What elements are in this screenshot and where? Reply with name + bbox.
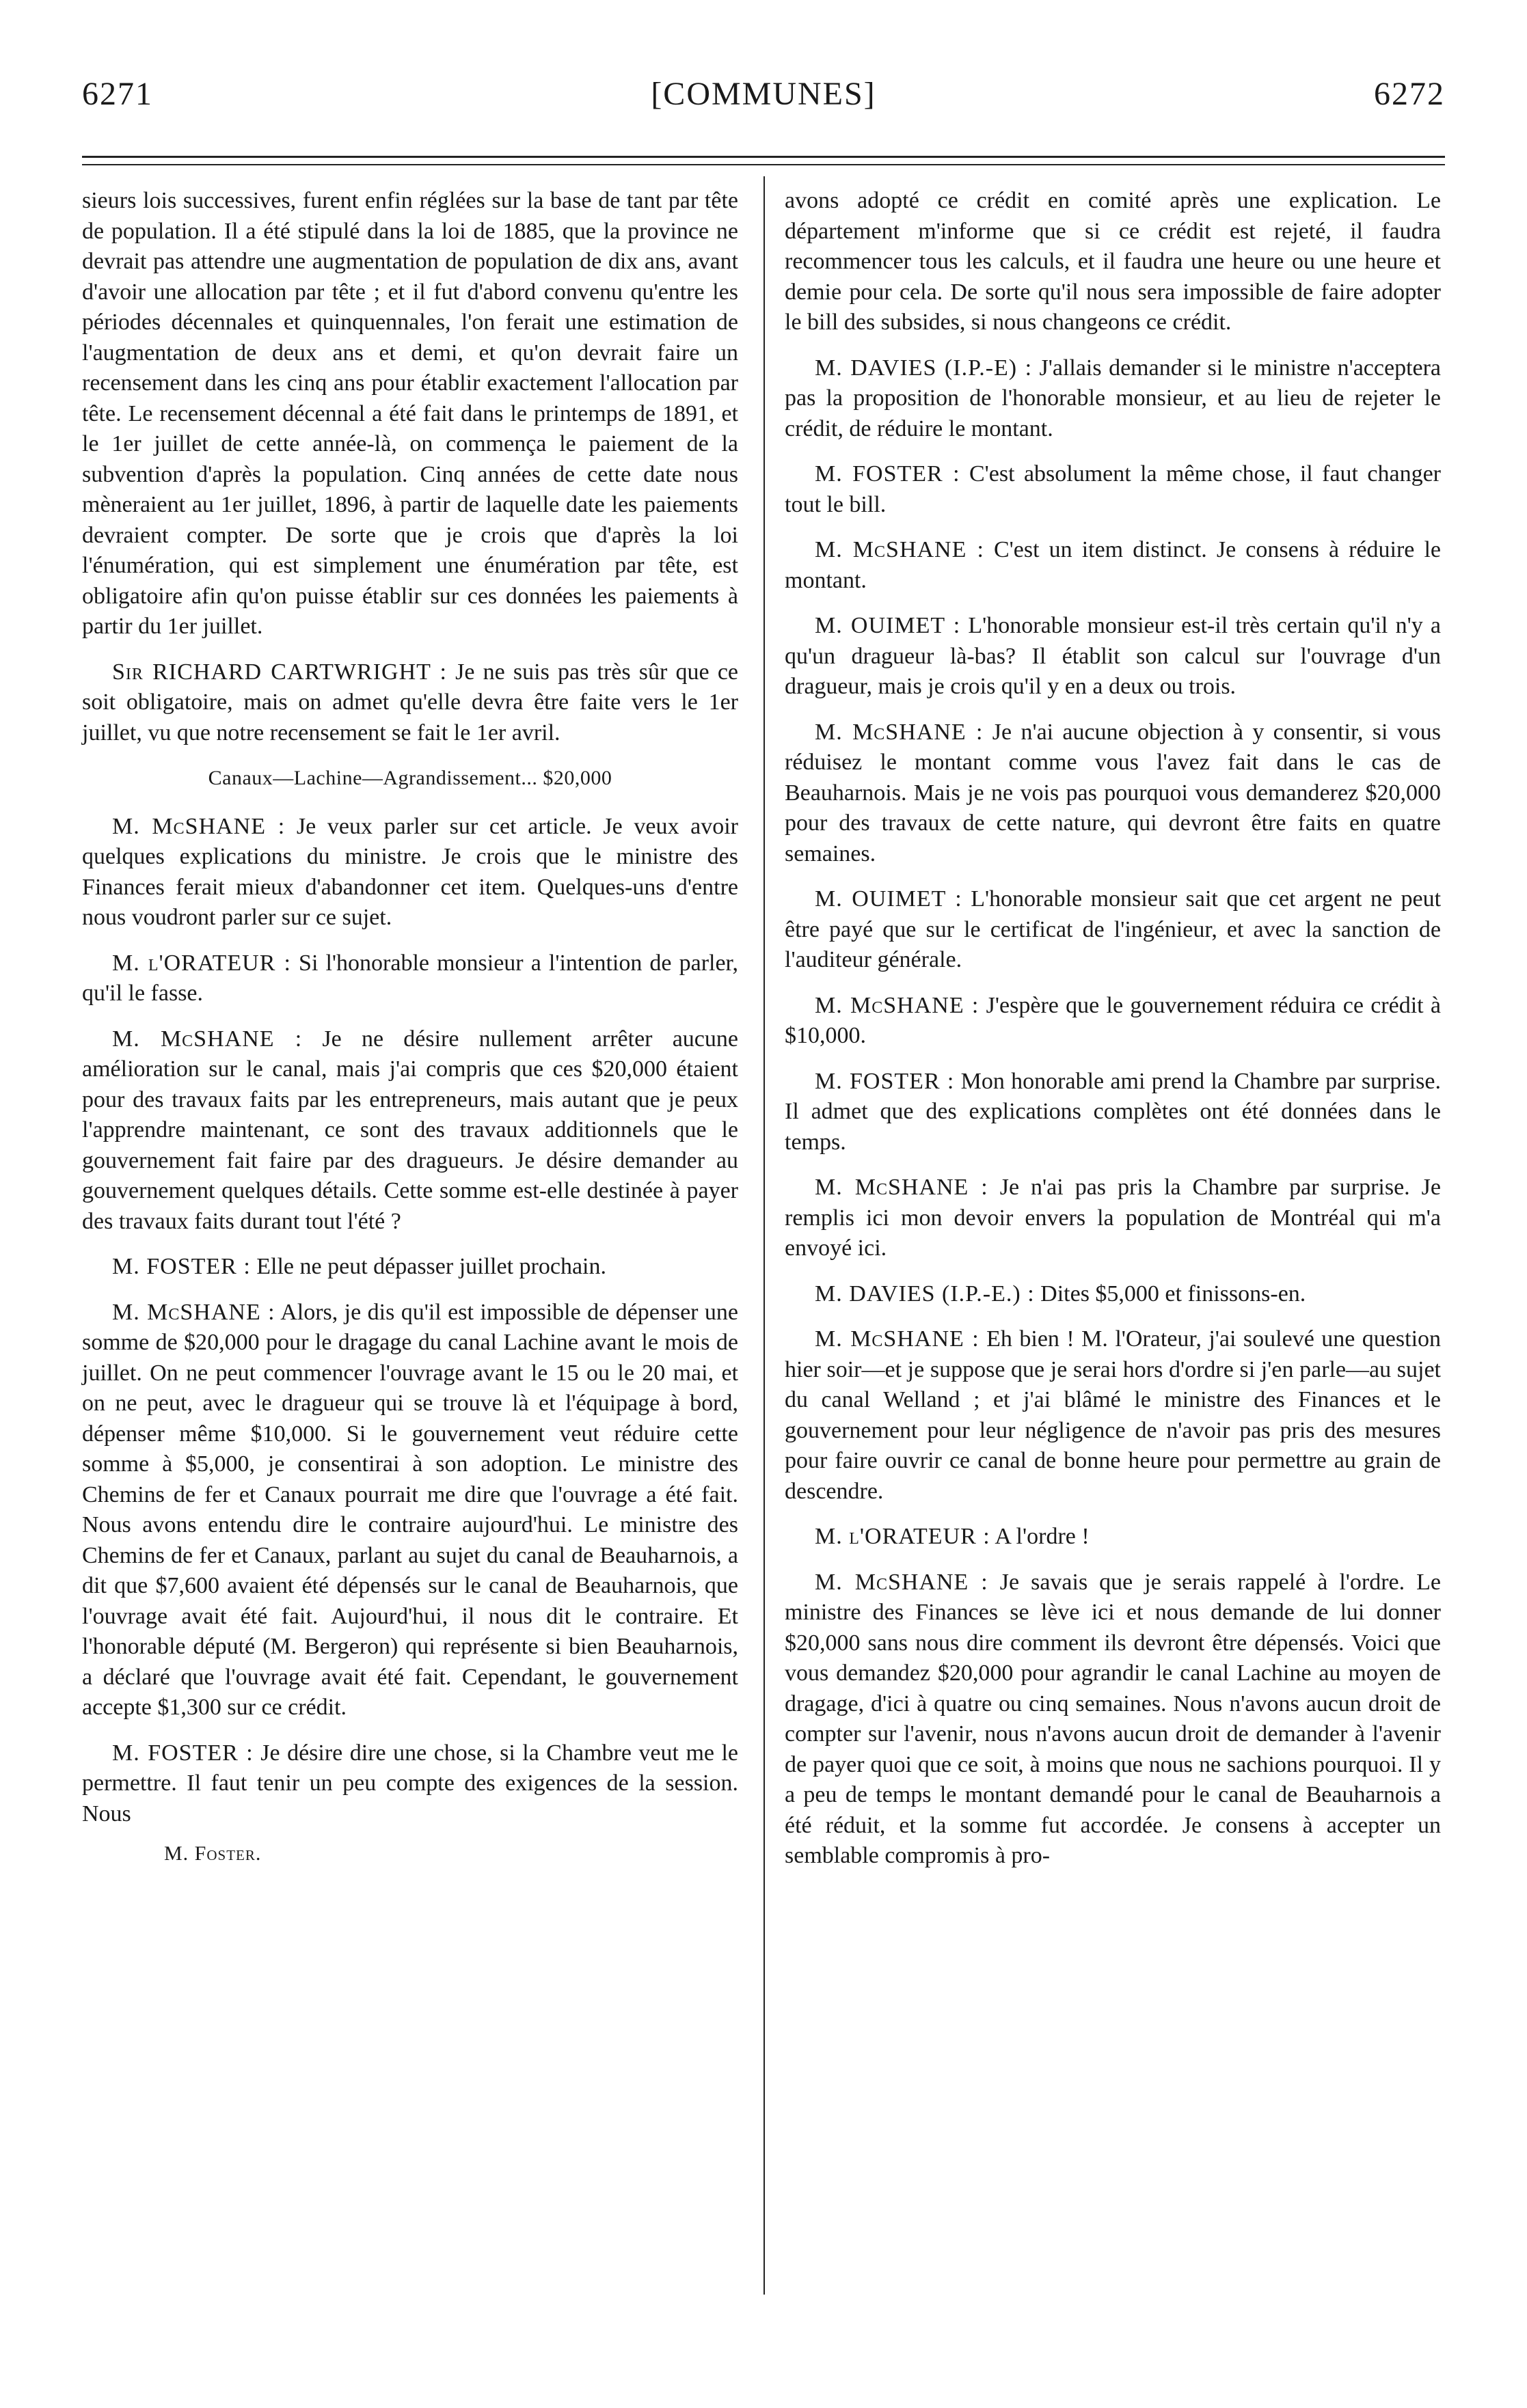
section-title: [COMMUNES] [651, 76, 876, 112]
left-column [82, 186, 738, 1885]
paragraph-text: L'honorable monsieur est-il très certain qu'il n'y a qu'un dragueur là-bas? Il établit son calcul sur l'ouvrage d'un dragueur, mais je crois qu'il y en a deux ou trois. [785, 613, 1442, 699]
speaker-name: M. McSHANE : [815, 1326, 979, 1352]
paragraph [785, 1568, 1441, 1872]
header-rule-top [82, 156, 1445, 158]
paragraph [785, 535, 1441, 596]
paragraph-text: Je n'ai pas pris la Chambre par surprise. Je remplis ici mon devoir envers la population de Montréal qui m'a envoyé ici. [785, 1175, 1441, 1261]
paragraph [82, 1024, 738, 1237]
paragraph-text: J'espère que le gouvernement réduira ce crédit à $10,000. [785, 992, 1442, 1048]
paragraph-text: Mon honorable ami prend la Chambre par surprise. Il admet que des explications complètes ont été données dans le temps. [785, 1068, 1442, 1155]
paragraph-text: Si l'honorable monsieur a l'intention de parler, qu'il le fasse. [82, 950, 739, 1006]
speaker-name: M. DAVIES (I.P.-E) : [815, 355, 1033, 381]
page-number-left: 6271 [82, 76, 153, 112]
right-column [785, 186, 1441, 1887]
speaker-name: M. McSHANE : [112, 813, 286, 839]
speaker-name: M. McSHANE : [815, 537, 984, 562]
paragraph [785, 1324, 1441, 1507]
paragraph [785, 611, 1441, 702]
paragraph-text: J'allais demander si le ministre n'acceptera pas la proposition de l'honorable monsieur, et au lieu de rejeter le crédit, de réduire le montant. [785, 355, 1442, 441]
paragraph [82, 1298, 738, 1723]
paragraph-text: Alors, je dis qu'il est impossible de dépenser une somme de $20,000 pour le dragage du canal Lachine avant le mois de juillet. On ne peut commencer l'ouvrage avant le 15 ou le 20 mai, et on ne peut, avec le dragueur qui se trouve là et l'équipage à bord, dépenser même $10,000. Si le gouvernement veut réduire cette somme à $5,000, je consentirai à son adoption. Le ministre des Chemins de fer et Canaux pourrait me dire que l'ouvrage a été fait. Nous avons entendu dire le contraire aujourd'hui. Le ministre des Chemins de fer et Canaux, parlant au sujet du canal de Beauharnois, a dit que $7,600 avaient été dépensés sur le canal de Beauharnois, que l'ouvrage avait été fait. Aujourd'hui, il nous dit le contraire. Et l'honorable député (M. Bergeron) qui représente si bien Beauharnois, a déclaré que l'ouvrage avait été fait. Cependant, le gouvernement accepte $1,300 sur ce crédit. [82, 1299, 739, 1720]
paragraph [785, 884, 1441, 976]
speaker-name: M. OUIMET : [815, 886, 962, 912]
speaker-name: M. FOSTER : [815, 461, 960, 487]
paragraph-text: Je savais que je serais rappelé à l'ordre. Le ministre des Finances se lève ici et nous demande de lui donner $20,000 sans nous dire comment ils devront être dépensés. Voici que vous demandez $20,000 pour agrandir le canal Lachine au moyen de dragage, d'ici à quatre ou cinq semaines. Nous n'avons aucun droit de compter sur l'avenir, nous n'avons aucun droit de demander à l'avenir de payer quoi que ce soit, à moins que nous ne sachions pourquoi. Il y a peu de temps le montant demandé pour le canal de Beauharnois a été réduit, et la somme fut accordée. Je consens à accepter un semblable compromis à pro- [785, 1569, 1441, 1868]
paragraph-text: Elle ne peut dépasser juillet prochain. [256, 1254, 606, 1279]
paragraph-text: L'honorable monsieur sait que cet argent ne peut être payé que sur le certificat de l'ingénieur, et avec la sanction de l'auditeur générale. [785, 886, 1442, 972]
paragraph [785, 717, 1441, 870]
paragraph-text: Je veux parler sur cet article. Je veux avoir quelques explications du ministre. Je crois que le ministre des Finances ferait mieux d'abandonner cet item. Quelques-uns d'entre nous voudront parler sur ce sujet. [82, 813, 739, 930]
paragraph [785, 1067, 1441, 1158]
paragraph [82, 948, 738, 1009]
page-number-right: 6272 [1374, 76, 1445, 112]
paragraph [82, 812, 738, 933]
paragraph-text: C'est un item distinct. Je consens à réduire le montant. [785, 537, 1442, 593]
paragraph-text: avons adopté ce crédit en comité après une explication. Le département m'informe que si ce crédit est rejeté, il faudra recommencer tous les calculs, et il faudra une heure ou une heure et demie pour cela. De sorte qu'il nous sera impossible de faire adopter le bill des subsides, si nous changeons ce crédit. [785, 188, 1441, 335]
speaker-name: M. McSHANE : [815, 1569, 988, 1595]
paragraph [82, 1738, 738, 1830]
paragraph [82, 186, 738, 642]
speaker-name: M. l'ORATEUR : [112, 950, 291, 976]
speaker-signature: M. Foster. [164, 1842, 262, 1865]
page-header [82, 75, 1445, 130]
paragraph [785, 459, 1441, 520]
paragraph [82, 1252, 738, 1283]
paragraph [82, 657, 738, 749]
paragraph [785, 991, 1441, 1052]
speaker-name: M. FOSTER : [112, 1740, 254, 1766]
speaker-name: M. McSHANE : [815, 719, 984, 745]
speaker-name: Sir RICHARD CARTWRIGHT : [112, 659, 447, 685]
paragraph-text: Je ne suis pas très sûr que ce soit obligatoire, mais on admet qu'elle devra être faite vers le 1er juillet, vu que notre recensement se fait le 1er avril. [82, 659, 738, 745]
speaker-name: M. DAVIES (I.P.-E.) : [815, 1281, 1035, 1306]
speaker-name: M. McSHANE : [815, 992, 979, 1018]
speaker-name: M. l'ORATEUR : [815, 1524, 990, 1549]
speaker-name: M. McSHANE : [815, 1175, 988, 1200]
paragraph [785, 1173, 1441, 1264]
paragraph-text: C'est absolument la même chose, il faut changer tout le bill. [785, 461, 1442, 517]
column-divider [764, 176, 765, 2295]
speaker-name: M. FOSTER : [112, 1254, 251, 1279]
paragraph-text: Dites $5,000 et finissons-en. [1040, 1281, 1306, 1306]
speaker-name: M. OUIMET : [815, 613, 961, 638]
paragraph-text: sieurs lois successives, furent enfin réglées sur la base de tant par tête de population. Il a été stipulé dans la loi de 1885, que la province ne devrait pas attendre une augmentation de population de dix ans, avant d'avoir une allocation par tête ; et il fut d'abord convenu qu'entre les périodes décennales et quinquennales, l'on ferait une estimation de l'augmentation de deux ans et demi, et qu'on devrait faire un recensement dans les cinq ans pour établir exactement l'allocation par tête. Le recensement décennal a été fait dans le printemps de 1891, et le 1er juillet de cette année-là, on commença le paiement de la subvention d'après la population. Cinq années de cette date nous mèneraient au 1er juillet, 1896, à partir de laquelle date les paiements devraient compter. De sorte que je crois que d'après la loi l'énumération, qui est simplement une énumération par tête, est obligatoire afin qu'on puisse établir sur ces données les paiements à partir du 1er juillet. [82, 188, 738, 639]
paragraph [785, 186, 1441, 338]
speaker-name: M. McSHANE : [112, 1026, 303, 1052]
paragraph-text: Je désire dire une chose, si la Chambre veut me le permettre. Il faut tenir un peu compte des exigences de la session. Nous [82, 1740, 739, 1826]
paragraph-text: Eh bien ! M. l'Orateur, j'ai soulevé une question hier soir—et je suppose que je serai hors d'ordre si j'en parle—au sujet du canal Welland ; et j'ai blâmé le ministre des Finances et le gouvernement pour leur négligence de n'avoir pas pris des mesures pour faire ouvrir ce canal de bonne heure pour permettre au grain de descendre. [785, 1326, 1442, 1504]
paragraph [785, 1522, 1441, 1552]
header-rule-bottom [82, 164, 1445, 165]
paragraph [785, 353, 1441, 445]
paragraph-text: Je n'ai aucune objection à y consentir, si vous réduisez le montant comme vous l'avez fait dans le cas de Beauharnois. Mais je ne vois pas pourquoi vous demanderez $20,000 pour des travaux de cette nature, qui devront être faits en quatre semaines. [785, 719, 1442, 866]
speaker-name: M. FOSTER : [815, 1068, 955, 1094]
paragraph [785, 1279, 1441, 1310]
paragraph-text: Je ne désire nullement arrêter aucune amélioration sur le canal, mais j'ai compris que ces $20,000 étaient pour des travaux faits par les entrepreneurs, mais autant que je peux l'apprendre maintenant, ce sont des travaux additionnels que le gouvernement fait faire par des dragueurs. Je désire demander au gouvernement quelques détails. Cette somme est-elle destinée à payer des travaux faits durant tout l'été ? [82, 1026, 738, 1234]
speaker-name: M. McSHANE : [112, 1299, 275, 1325]
paragraph-text: A l'ordre ! [995, 1524, 1090, 1549]
supply-item: Canaux—Lachine—Agrandissement... $20,000 [208, 767, 612, 789]
